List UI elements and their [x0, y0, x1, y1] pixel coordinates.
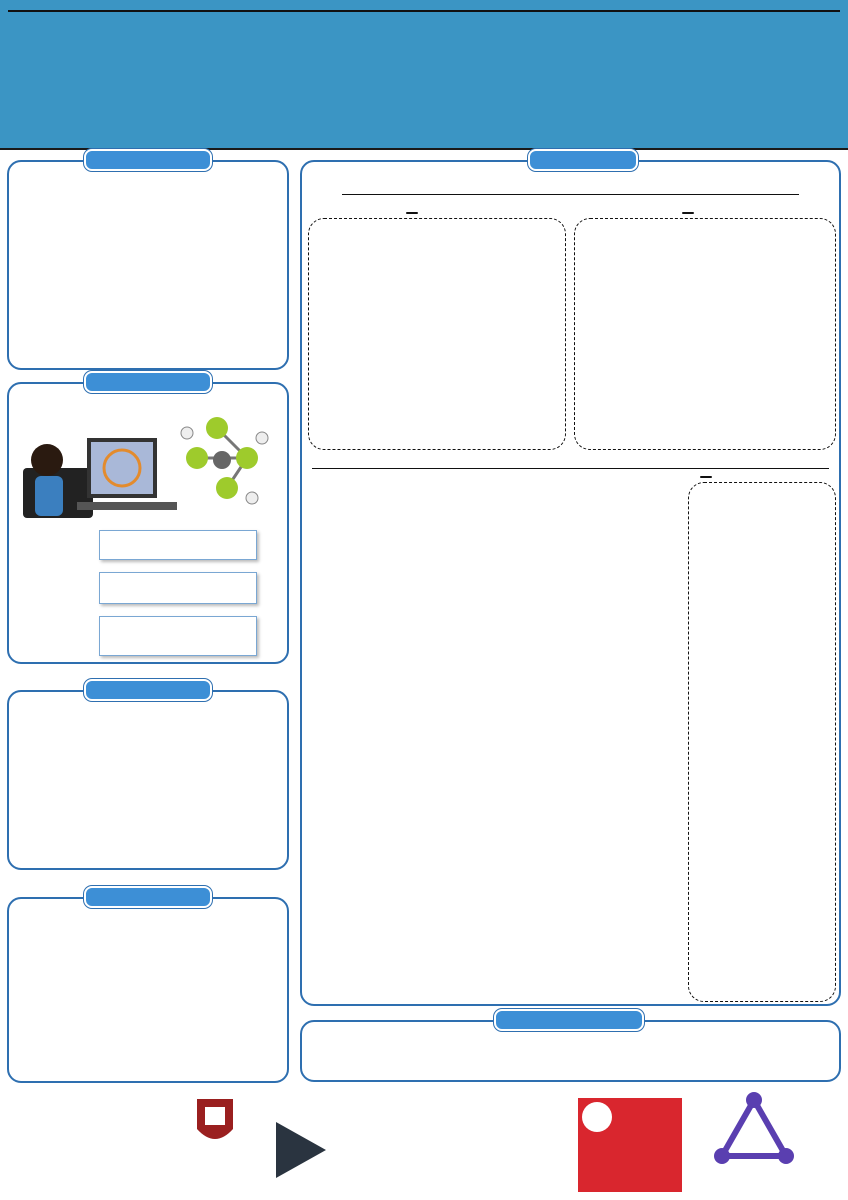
methodology-heading	[84, 371, 212, 393]
poster-header	[0, 0, 848, 150]
conclusions-panel	[7, 690, 289, 870]
ring-current-rows	[302, 162, 839, 1008]
doctorado-triangle-icon	[276, 1122, 326, 1178]
results-panel	[300, 160, 841, 1006]
researcher-illustration	[17, 398, 283, 528]
conclusions-heading	[84, 679, 212, 701]
ctcg-logo	[708, 1092, 800, 1192]
references-heading	[84, 886, 212, 908]
introduction-panel	[7, 160, 289, 370]
methodology-panel	[7, 382, 289, 664]
anid-logo	[578, 1098, 682, 1192]
unab-shield-icon	[193, 1095, 237, 1151]
results-heading	[528, 149, 638, 171]
method-structures-box	[99, 572, 257, 604]
references-panel	[7, 897, 289, 1083]
header-rule	[8, 10, 840, 12]
doctorado-logo	[276, 1120, 546, 1180]
method-dft-box	[99, 530, 257, 560]
ctcg-triangle-icon	[714, 1092, 794, 1168]
acknowledgments-heading	[494, 1009, 644, 1031]
unab-logo	[160, 1095, 270, 1195]
introduction-heading	[84, 149, 212, 171]
method-gimic-box	[99, 616, 257, 656]
anid-emblem-icon	[582, 1102, 612, 1132]
